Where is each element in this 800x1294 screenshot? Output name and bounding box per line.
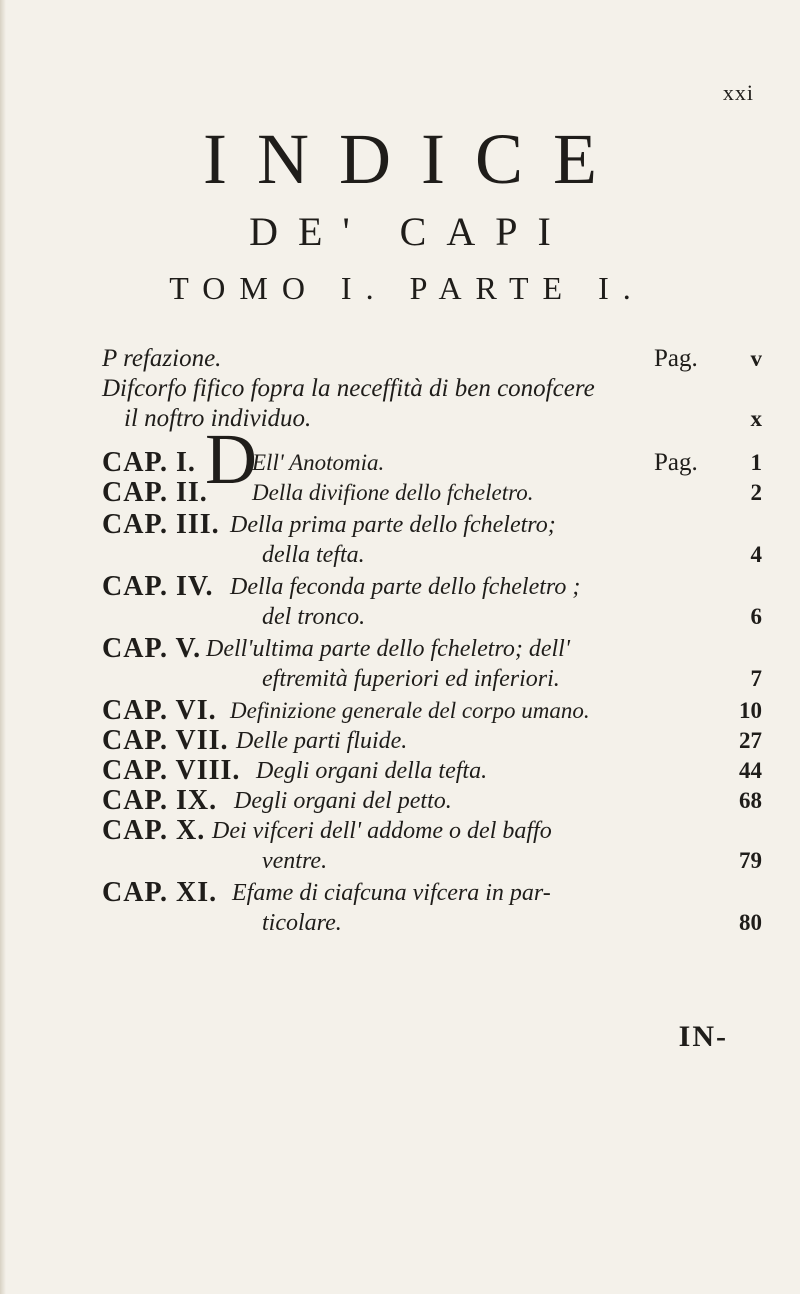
catchword: IN- [678, 1020, 728, 1053]
index-title: INDICE [203, 119, 627, 199]
book-page: xxi INDICE DE' CAPI TOMO I. PARTE I. P refazione. Pag. v Difcorfo fifico fopra la neceffità di ben conofcere il noftro individuo. x D CAP. I. Ell' Anotomia. Pag. 1 CAP. II. Della divifione dello fcheletro. 2 CAP. III. Della prima parte dello fcheletro; della tefta. 4 CAP. IV. Della feconda parte dello fcheletro ; del tronco. 6 CAP. V. Dell'ultima parte dello fcheletro; dell' eftremità fuperiori ed inferiori. 7 CAP. VI. Definizione generale del corpo umano. 10 CAP. VII. Delle parti fluide. 27 CAP. VIII. Degli organi della tefta. 44 CAP. IX. Degli organi del petto. 68 CAP. X. Dei vifceri dell' addome o del baffo ventre. 79 CAP. XI. Efame di ciafcuna vifcera in par- ticolare. 80 IN- [0, 0, 800, 1294]
volume-heading: TOMO I. PARTE I. [169, 270, 645, 306]
drop-cap: D [205, 419, 257, 499]
page-number: xxi [722, 80, 754, 105]
index-subtitle: DE' CAPI [249, 209, 571, 254]
